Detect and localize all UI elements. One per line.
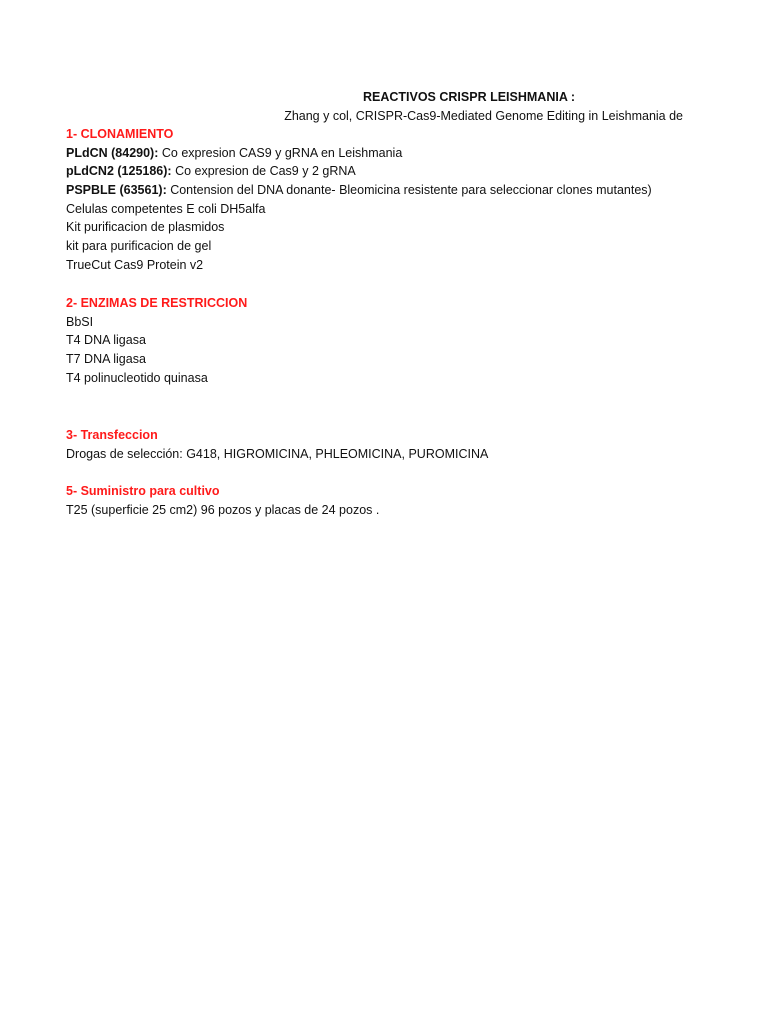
document-subtitle bbox=[240, 109, 683, 123]
item-text: Co expresion de Cas9 y 2 gRNA bbox=[171, 164, 356, 179]
item-code: PSPBLE (63561): bbox=[66, 183, 167, 198]
section-heading: 5- Suministro para cultivo bbox=[66, 484, 220, 498]
list-item bbox=[66, 313, 746, 332]
item-code: PLdCN (84290): bbox=[66, 145, 159, 160]
item-text: Drogas de selección: G418, HIGROMICINA, PHLEOMICINA, PUROMICINA bbox=[66, 446, 489, 461]
item-text: TrueCut Cas9 Protein v2 bbox=[66, 257, 204, 272]
list-item bbox=[66, 501, 746, 520]
section-enzimas bbox=[66, 294, 746, 387]
list-item bbox=[66, 181, 746, 200]
document-title-text: REACTIVOS CRISPR LEISHMANIA : bbox=[362, 90, 576, 104]
item-text: T25 (superficie 25 cm2) 96 pozos y placas de 24 pozos . bbox=[66, 502, 380, 517]
section-clonamiento bbox=[66, 125, 746, 275]
item-text: BbSI bbox=[66, 314, 94, 329]
section-heading: 3- Transfeccion bbox=[66, 428, 158, 442]
list-item bbox=[66, 200, 746, 219]
item-text: T4 polinucleotido quinasa bbox=[66, 370, 208, 385]
list-item bbox=[66, 445, 746, 464]
document-subtitle-text: Zhang y col, CRISPR-Cas9-Mediated Genome Editing in Leishmania de bbox=[284, 109, 683, 123]
list-item bbox=[66, 144, 746, 163]
document-title bbox=[0, 90, 768, 104]
list-item bbox=[66, 331, 746, 350]
section-heading: 2- ENZIMAS DE RESTRICCION bbox=[66, 296, 248, 310]
list-item bbox=[66, 350, 746, 369]
list-item bbox=[66, 218, 746, 237]
item-text: Kit purificacion de plasmidos bbox=[66, 220, 225, 235]
list-item bbox=[66, 369, 746, 388]
section-heading: 1- CLONAMIENTO bbox=[66, 127, 174, 141]
list-item bbox=[66, 256, 746, 275]
item-text: Celulas competentes E coli DH5alfa bbox=[66, 201, 266, 216]
section-suministro bbox=[66, 482, 746, 519]
item-text: T4 DNA ligasa bbox=[66, 333, 146, 348]
section-transfeccion bbox=[66, 426, 746, 463]
item-text: T7 DNA ligasa bbox=[66, 352, 146, 367]
list-item bbox=[66, 237, 746, 256]
item-code: pLdCN2 (125186): bbox=[66, 164, 172, 179]
item-text: Co expresion CAS9 y gRNA en Leishmania bbox=[158, 145, 403, 160]
list-item bbox=[66, 162, 746, 181]
item-text: kit para purificacion de gel bbox=[66, 239, 212, 254]
item-text: Contension del DNA donante- Bleomicina resistente para seleccionar clones mutantes) bbox=[166, 183, 652, 198]
